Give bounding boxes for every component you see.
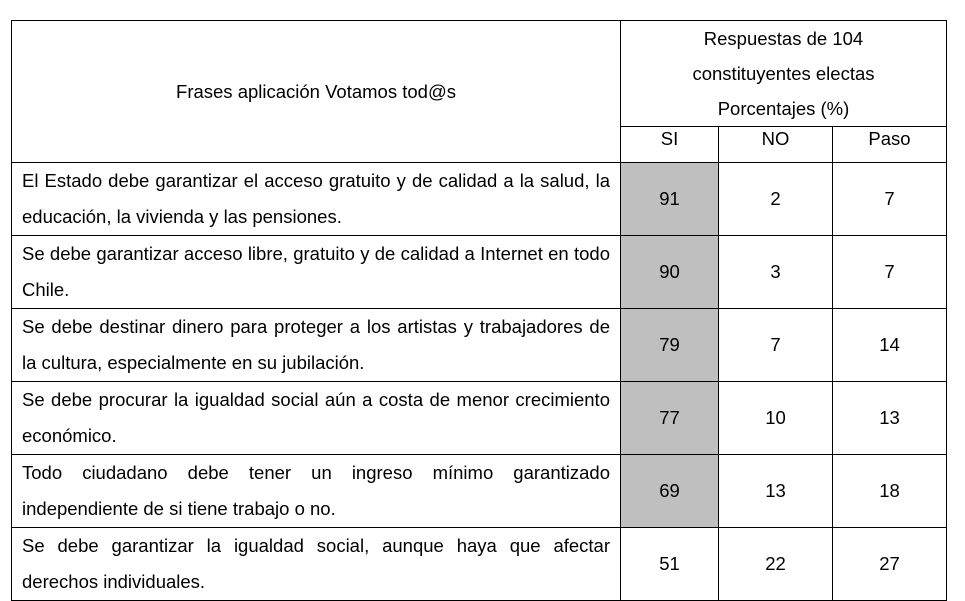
header-phrases: Frases aplicación Votamos tod@s xyxy=(12,21,621,163)
header-row xyxy=(12,21,947,127)
row-paso-value: 13 xyxy=(833,382,947,455)
row-no-value: 7 xyxy=(719,309,833,382)
row-si-value: 90 xyxy=(621,236,719,309)
header-responses-group xyxy=(621,21,947,127)
row-paso-value: 18 xyxy=(833,455,947,528)
row-phrase: El Estado debe garantizar el acceso gratuito y de calidad a la salud, la educación, la vivienda y las pensiones. xyxy=(12,163,621,236)
survey-results-table xyxy=(11,20,947,601)
row-paso-value: 7 xyxy=(833,236,947,309)
table-row xyxy=(12,236,947,309)
table-row xyxy=(12,163,947,236)
row-no-value: 10 xyxy=(719,382,833,455)
header-paso: Paso xyxy=(833,127,947,163)
header-group-line-1: Respuestas de 104 xyxy=(703,28,864,49)
row-phrase: Se debe garantizar la igualdad social, aunque haya que afectar derechos individuales. xyxy=(12,528,621,601)
row-si-value: 77 xyxy=(621,382,719,455)
header-group-line-3: Porcentajes (%) xyxy=(717,98,850,119)
row-phrase: Se debe destinar dinero para proteger a los artistas y trabajadores de la cultura, especialmente en su jubilación. xyxy=(12,309,621,382)
header-si: SI xyxy=(621,127,719,163)
row-paso-value: 7 xyxy=(833,163,947,236)
row-phrase: Todo ciudadano debe tener un ingreso mínimo garantizado independiente de si tiene trabajo o no. xyxy=(12,455,621,528)
row-no-value: 2 xyxy=(719,163,833,236)
row-no-value: 22 xyxy=(719,528,833,601)
row-paso-value: 14 xyxy=(833,309,947,382)
row-paso-value: 27 xyxy=(833,528,947,601)
table-row xyxy=(12,455,947,528)
row-phrase: Se debe procurar la igualdad social aún a costa de menor crecimiento económico. xyxy=(12,382,621,455)
header-no: NO xyxy=(719,127,833,163)
row-no-value: 3 xyxy=(719,236,833,309)
table-row xyxy=(12,309,947,382)
row-si-value: 79 xyxy=(621,309,719,382)
row-no-value: 13 xyxy=(719,455,833,528)
table-row xyxy=(12,382,947,455)
header-group-line-2: constituyentes electas xyxy=(692,63,875,84)
row-si-value: 69 xyxy=(621,455,719,528)
table-row xyxy=(12,528,947,601)
row-si-value: 51 xyxy=(621,528,719,601)
row-phrase: Se debe garantizar acceso libre, gratuito y de calidad a Internet en todo Chile. xyxy=(12,236,621,309)
row-si-value: 91 xyxy=(621,163,719,236)
